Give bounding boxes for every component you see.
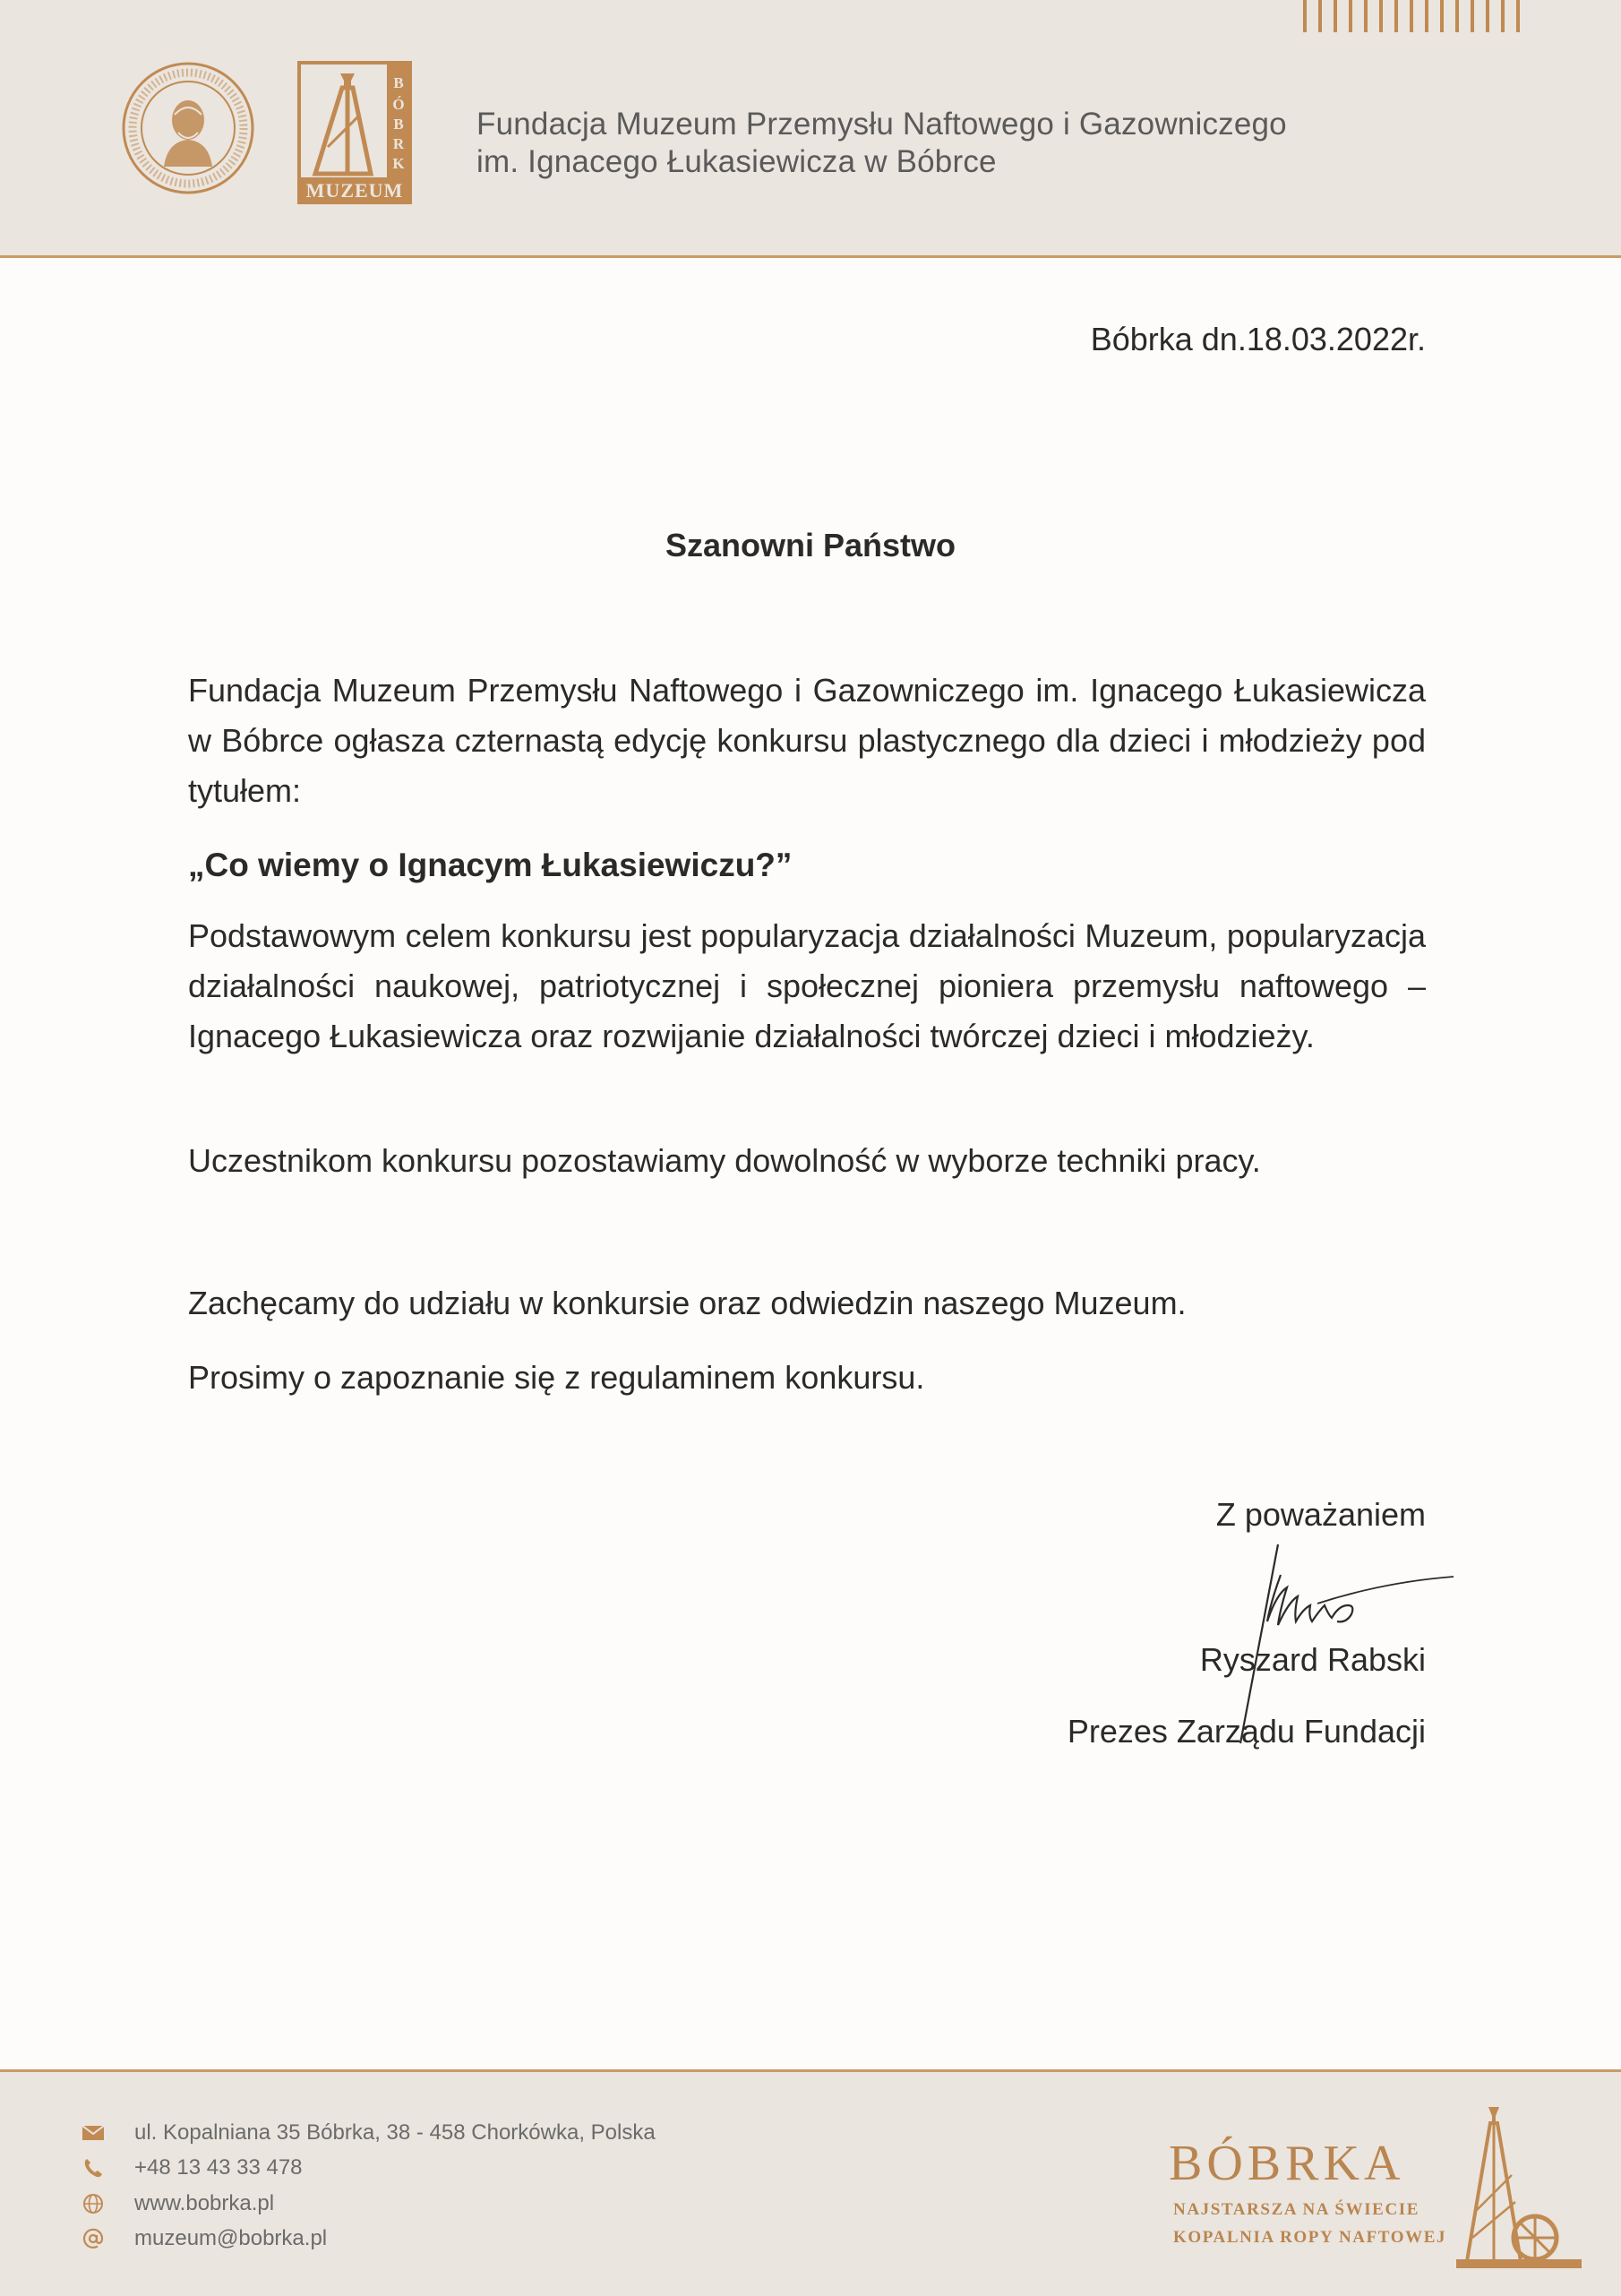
closing-phrase: Z poważaniem bbox=[1215, 1496, 1426, 1533]
address-text: ul. Kopalniana 35 Bóbrka, 38 - 458 Chorkówka, Polska bbox=[134, 2120, 656, 2145]
svg-text:R: R bbox=[392, 135, 405, 152]
handwritten-signature bbox=[1231, 1539, 1464, 1754]
svg-text:K: K bbox=[392, 155, 405, 172]
globe-icon bbox=[79, 2191, 107, 2216]
envelope-icon bbox=[79, 2120, 107, 2146]
phone-text: +48 13 43 33 478 bbox=[134, 2155, 303, 2180]
contact-address bbox=[79, 2120, 656, 2146]
foundation-name-line2: im. Ignacego Łukasiewicza w Bóbrce bbox=[476, 144, 997, 179]
svg-text:B: B bbox=[393, 116, 404, 133]
svg-text:B: B bbox=[393, 74, 404, 91]
signer-name: Ryszard Rabski bbox=[1199, 1641, 1426, 1678]
paragraph-invitation: Zachęcamy do udziału w konkursie oraz odwiedzin naszego Muzeum. bbox=[188, 1285, 1187, 1321]
svg-text:MUZEUM: MUZEUM bbox=[305, 179, 404, 202]
brand-tagline-line1: NAJSTARSZA NA ŚWIECIE bbox=[1173, 2200, 1420, 2219]
website-text: www.bobrka.pl bbox=[134, 2191, 275, 2215]
signer-role: Prezes Zarządu Fundacji bbox=[1067, 1713, 1426, 1750]
brand-tagline-line2: KOPALNIA ROPY NAFTOWEJ bbox=[1173, 2228, 1447, 2247]
foundation-name-line1: Fundacja Muzeum Przemysłu Naftowego i Gazowniczego bbox=[476, 107, 1287, 142]
contest-title: „Co wiemy o Ignacym Łukasiewiczu?” bbox=[188, 847, 793, 883]
letter-date: Bóbrka dn.18.03.2022r. bbox=[1090, 321, 1426, 357]
brand-name: BÓBRKA bbox=[1169, 2136, 1405, 2191]
contact-website bbox=[79, 2191, 274, 2216]
svg-text:Ó: Ó bbox=[392, 96, 405, 113]
contact-email bbox=[79, 2226, 327, 2251]
paragraph-goal: Podstawowym celem konkursu jest popularyzacja działalności Muzeum, popularyzacja działalności naukowej, patriotycznej i społecznej pioniera przemysłu naftowego – Ignacego Łukasiewicza oraz rozwijanie działalności twórczej dzieci i młodzieży. bbox=[188, 917, 1426, 1054]
paragraph-intro: Fundacja Muzeum Przemysłu Naftowego i Gazowniczego im. Ignacego Łukasiewicza w Bóbrce ogłasza czternastą edycję konkursu plastycznego dla dzieci i młodzieży pod tytułem: bbox=[188, 672, 1426, 809]
email-text: muzeum@bobrka.pl bbox=[134, 2226, 328, 2250]
paragraph-regulations: Prosimy o zapoznanie się z regulaminem konkursu. bbox=[188, 1359, 925, 1396]
paragraph-technique: Uczestnikom konkursu pozostawiamy dowolność w wyborze techniki pracy. bbox=[188, 1142, 1261, 1179]
salutation: Szanowni Państwo bbox=[665, 527, 956, 563]
oil-derrick-logo bbox=[1444, 2103, 1587, 2274]
at-sign-icon bbox=[79, 2226, 107, 2251]
phone-icon bbox=[79, 2155, 107, 2180]
contact-phone bbox=[79, 2155, 303, 2180]
